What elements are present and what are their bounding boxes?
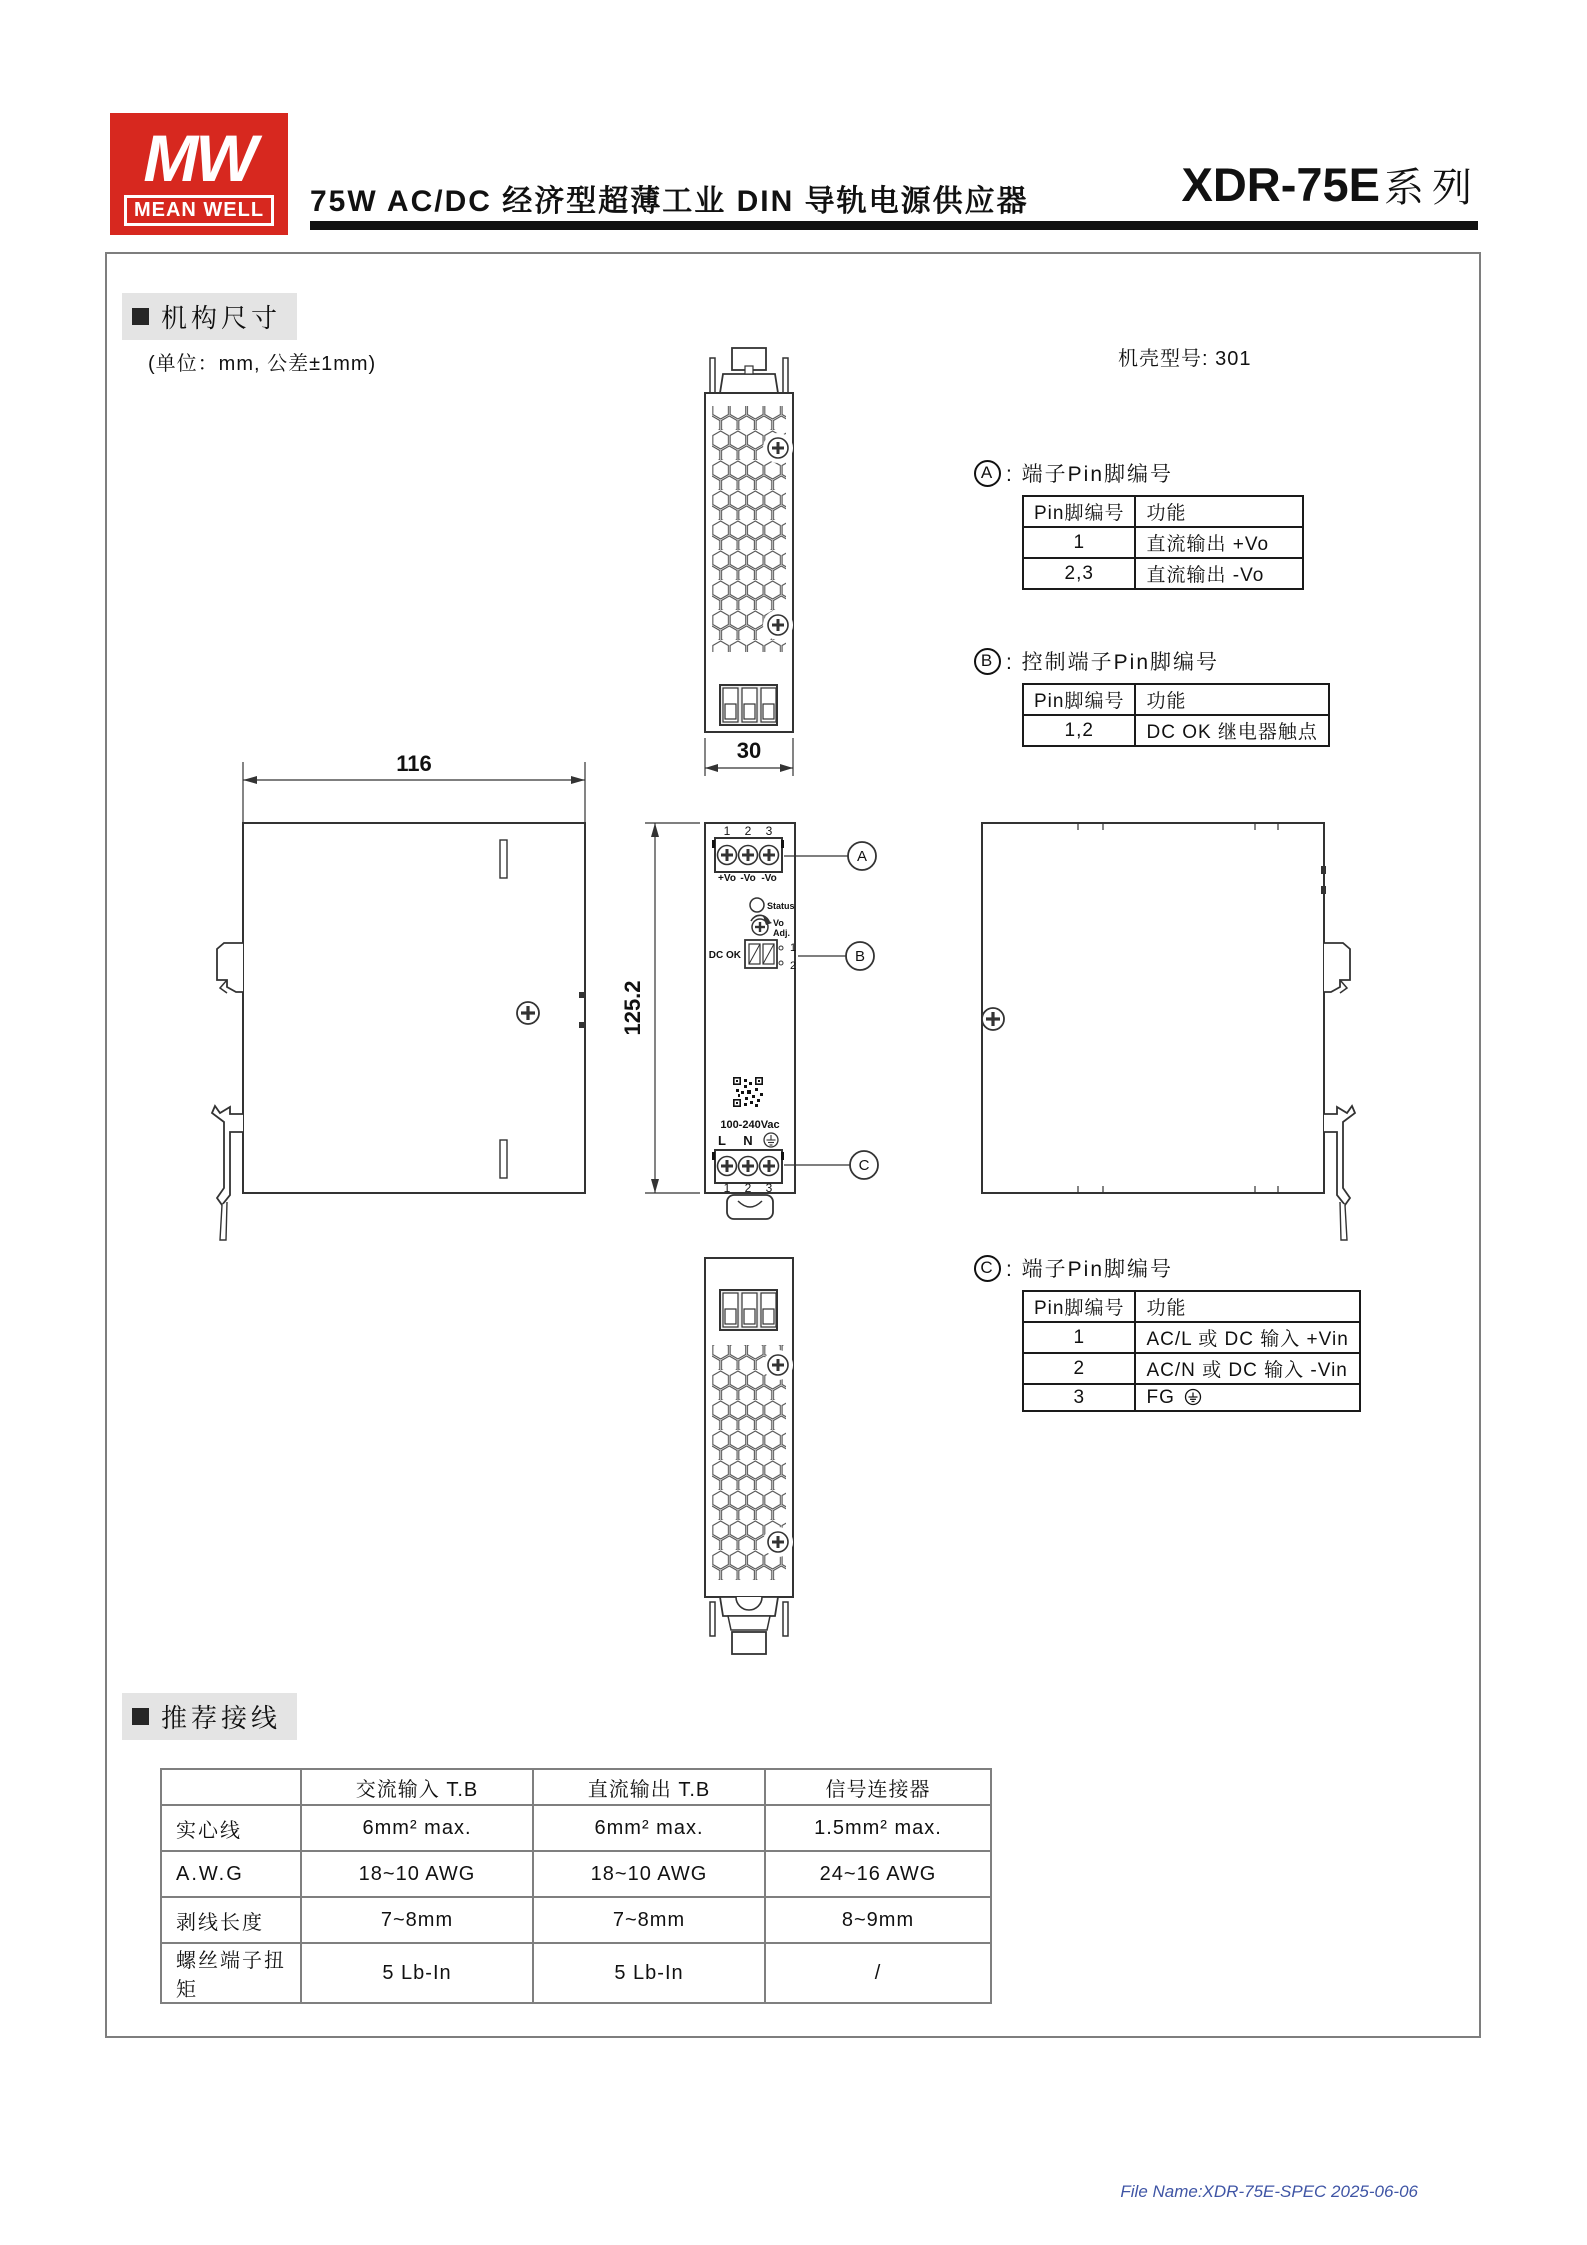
din-clip-bottom bbox=[710, 1597, 788, 1654]
logo-brand-box bbox=[124, 195, 274, 226]
callout-b bbox=[798, 942, 874, 970]
section-wiring-label: 推荐接线 bbox=[161, 1703, 282, 1733]
logo-mw-text: MW bbox=[143, 120, 255, 195]
dim-depth-label: 30 bbox=[736, 738, 762, 763]
mean-well-logo bbox=[110, 113, 288, 235]
table-row: Pin脚编号 功能 bbox=[1023, 1291, 1360, 1322]
dim-arrow-icon bbox=[571, 776, 585, 784]
screw-icon bbox=[982, 1008, 1004, 1030]
adj-label: Adj. bbox=[773, 928, 790, 938]
table-row: 剥线长度 7~8mm 7~8mm 8~9mm bbox=[161, 1897, 991, 1943]
callout-b-badge: B bbox=[974, 648, 1001, 675]
dim-arrow-icon bbox=[651, 1179, 659, 1193]
svg-text:A: A bbox=[856, 848, 868, 865]
front-view-drawing bbox=[600, 780, 920, 1240]
pin-number: 3 bbox=[765, 1181, 773, 1195]
wiring-table bbox=[160, 1768, 992, 2004]
din-tab-bottom bbox=[727, 1195, 773, 1219]
terminal-label: -Vo bbox=[740, 873, 756, 884]
table-row: 1 AC/L 或 DC 输入 +Vin bbox=[1023, 1322, 1360, 1353]
dc-ok-pin2: 2 bbox=[790, 960, 797, 972]
table-row: 螺丝端子扭矩 5 Lb-In 5 Lb-In / bbox=[161, 1943, 991, 2003]
callout-a bbox=[784, 842, 876, 870]
input-terminal-block bbox=[712, 1150, 784, 1183]
dim-width-label: 116 bbox=[396, 751, 432, 776]
dim-arrow-icon bbox=[243, 776, 257, 784]
table-row: 1 直流输出 +Vo bbox=[1023, 527, 1303, 558]
table-row: Pin脚编号 功能 bbox=[1023, 684, 1329, 715]
pin-table-b-title: B : 控制端子Pin脚编号 bbox=[974, 646, 1330, 676]
edge-nub bbox=[1321, 886, 1326, 894]
pin-number: 2 bbox=[744, 1181, 752, 1195]
series-name: XDR-75E bbox=[1181, 158, 1380, 211]
file-name-footer: File Name:XDR-75E-SPEC 2025-06-06 bbox=[1120, 2182, 1418, 2201]
table-row: A.W.G 18~10 AWG 18~10 AWG 24~16 AWG bbox=[161, 1851, 991, 1897]
table-row: 2 AC/N 或 DC 输入 -Vin bbox=[1023, 1353, 1360, 1384]
pin-table-c bbox=[1022, 1290, 1361, 1412]
table-row: 1,2 DC OK 继电器触点 bbox=[1023, 715, 1329, 746]
terminal-label: -Vo bbox=[761, 873, 777, 884]
table-row: 2,3 直流输出 -Vo bbox=[1023, 558, 1303, 589]
unit-note: (单位：mm, 公差±1mm) bbox=[148, 353, 377, 375]
pin-table-b-block bbox=[974, 646, 1330, 747]
callout-c bbox=[784, 1151, 878, 1179]
series-title bbox=[1128, 156, 1480, 213]
top-view-drawing bbox=[660, 340, 840, 780]
edge-nub bbox=[579, 992, 586, 998]
case-model: 机壳型号: 301 bbox=[1118, 348, 1252, 370]
line-label: L bbox=[718, 1133, 726, 1148]
table-header-row: 交流输入 T.B 直流输出 T.B 信号连接器 bbox=[161, 1769, 991, 1805]
status-label: Status bbox=[767, 901, 795, 911]
dc-ok-pin1: 1 bbox=[790, 942, 797, 954]
pin-table-a bbox=[1022, 495, 1304, 590]
table-row: 实心线 6mm² max. 6mm² max. 1.5mm² max. bbox=[161, 1805, 991, 1851]
pin-table-c-block bbox=[974, 1253, 1361, 1412]
side-view-left-drawing bbox=[200, 740, 620, 1250]
svg-text:C: C bbox=[858, 1157, 870, 1174]
vent-slot bbox=[500, 840, 507, 878]
side-view-body bbox=[982, 823, 1324, 1193]
input-voltage-label: 100-240Vac bbox=[720, 1119, 780, 1131]
callout-c-badge: C bbox=[974, 1255, 1001, 1282]
bullet-square-icon bbox=[132, 308, 149, 325]
screw-icon bbox=[763, 1350, 793, 1380]
din-clip-left bbox=[212, 943, 243, 1240]
table-row: 3 FG bbox=[1023, 1384, 1360, 1411]
edge-nub bbox=[1321, 866, 1326, 874]
screw-icon bbox=[763, 610, 793, 640]
screw-icon bbox=[763, 433, 793, 463]
vo-label: Vo bbox=[773, 918, 784, 928]
dc-ok-label: DC OK bbox=[708, 950, 741, 961]
din-clip-top bbox=[710, 348, 788, 393]
screw-icon bbox=[763, 1527, 793, 1557]
ground-icon bbox=[1184, 1388, 1202, 1406]
pin-number: 1 bbox=[723, 1181, 731, 1195]
din-clip-right bbox=[1324, 943, 1355, 1240]
dc-ok-connector bbox=[745, 940, 783, 968]
series-suffix: 系列 bbox=[1384, 166, 1480, 210]
terminal-block bbox=[720, 1290, 777, 1330]
dim-arrow-icon bbox=[705, 764, 718, 772]
pin-table-a-block bbox=[974, 458, 1304, 590]
table-row: Pin脚编号 功能 bbox=[1023, 496, 1303, 527]
section-mechanical-label: 机构尺寸 bbox=[161, 303, 282, 333]
pin-table-c-title: C : 端子Pin脚编号 bbox=[974, 1253, 1361, 1283]
terminal-label: +Vo bbox=[718, 873, 736, 884]
edge-nub bbox=[579, 1022, 586, 1028]
dim-arrow-icon bbox=[780, 764, 793, 772]
vent-slot bbox=[500, 1140, 507, 1178]
side-view-right-drawing bbox=[940, 740, 1380, 1250]
status-led-icon bbox=[750, 898, 764, 912]
dim-height-label: 125.2 bbox=[620, 980, 645, 1036]
logo-brand-text: MEAN WELL bbox=[133, 198, 265, 221]
section-wiring-heading bbox=[122, 1693, 297, 1740]
callout-a-badge: A bbox=[974, 460, 1001, 487]
bottom-view-drawing bbox=[660, 1250, 840, 1665]
page-title: 75W AC/DC 经济型超薄工业 DIN 导轨电源供应器 bbox=[310, 185, 1029, 218]
pin-number: 1 bbox=[723, 824, 731, 838]
pin-table-b bbox=[1022, 683, 1330, 747]
section-mechanical-heading bbox=[122, 293, 297, 340]
title-underline bbox=[310, 221, 1478, 230]
neutral-label: N bbox=[743, 1133, 753, 1148]
terminal-block bbox=[720, 685, 777, 725]
bullet-square-icon bbox=[132, 1708, 149, 1725]
pin-number: 2 bbox=[744, 824, 752, 838]
output-terminal-block bbox=[712, 838, 784, 872]
pin-number: 3 bbox=[765, 824, 773, 838]
dim-arrow-icon bbox=[651, 823, 659, 837]
pin-table-a-title: A : 端子Pin脚编号 bbox=[974, 458, 1304, 488]
screw-icon bbox=[517, 1002, 539, 1024]
svg-text:B: B bbox=[854, 948, 866, 965]
dimension-height bbox=[645, 823, 700, 1193]
